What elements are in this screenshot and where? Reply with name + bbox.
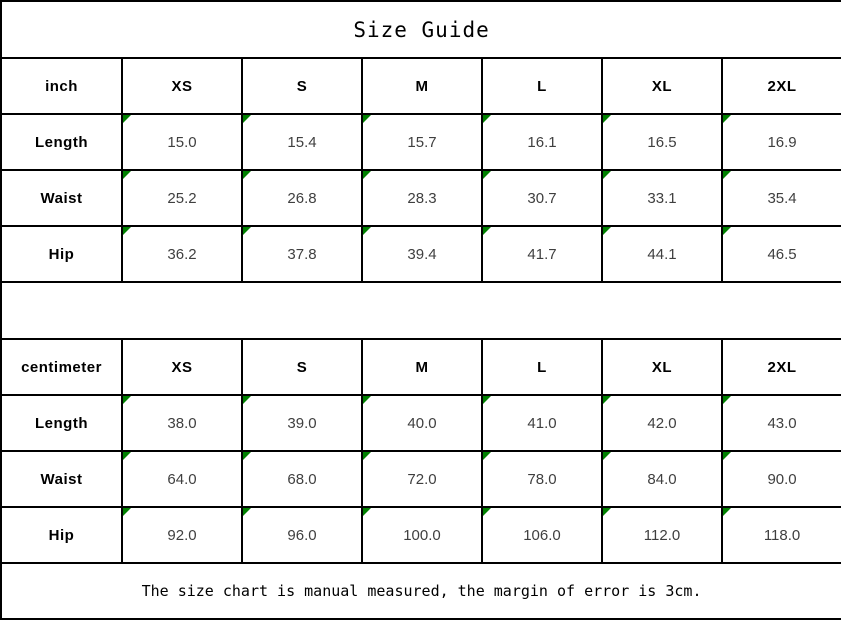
value-cell — [242, 507, 362, 563]
cell-flag-triangle-icon — [363, 396, 371, 404]
title-row — [1, 1, 841, 58]
cell-value: 39.0 — [287, 414, 317, 432]
cell-value: 64.0 — [167, 470, 197, 488]
value-cell — [722, 395, 841, 451]
cell-flag-triangle-icon — [603, 452, 611, 460]
cell-value: 68.0 — [287, 470, 317, 488]
row-label-length: Length — [1, 114, 122, 170]
cell-flag-triangle-icon — [363, 452, 371, 460]
cell-value: 16.1 — [527, 133, 557, 151]
value-cell — [362, 507, 482, 563]
cell-flag-triangle-icon — [243, 227, 251, 235]
cell-flag-triangle-icon — [483, 452, 491, 460]
cell-value: 30.7 — [527, 189, 557, 207]
cell-value: 25.2 — [167, 189, 197, 207]
cell-value: 106.0 — [523, 526, 561, 544]
cell-flag-triangle-icon — [243, 115, 251, 123]
value-cell — [362, 395, 482, 451]
size-header-m: M — [362, 339, 482, 395]
spacer-row — [1, 282, 841, 339]
value-cell — [482, 226, 602, 282]
value-cell — [602, 451, 722, 507]
value-cell — [362, 114, 482, 170]
cell-flag-triangle-icon — [123, 396, 131, 404]
cell-flag-triangle-icon — [483, 171, 491, 179]
cell-value: 78.0 — [527, 470, 557, 488]
cell-flag-triangle-icon — [483, 227, 491, 235]
value-cell — [122, 451, 242, 507]
cell-flag-triangle-icon — [603, 396, 611, 404]
value-cell — [122, 226, 242, 282]
footer-note: The size chart is manual measured, the margin of error is 3cm. — [1, 563, 841, 619]
cell-value: 35.4 — [767, 189, 797, 207]
cell-value: 96.0 — [287, 526, 317, 544]
size-header-m: M — [362, 58, 482, 114]
value-cell — [242, 114, 362, 170]
table-row — [1, 451, 841, 507]
cell-value: 90.0 — [767, 470, 797, 488]
value-cell — [722, 114, 841, 170]
cell-value: 118.0 — [763, 526, 801, 544]
footer-row — [1, 563, 841, 619]
cell-flag-triangle-icon — [243, 396, 251, 404]
cell-value: 41.0 — [527, 414, 557, 432]
cell-flag-triangle-icon — [723, 115, 731, 123]
cell-flag-triangle-icon — [723, 227, 731, 235]
row-label-waist: Waist — [1, 451, 122, 507]
cell-flag-triangle-icon — [363, 508, 371, 516]
row-label-length: Length — [1, 395, 122, 451]
cell-value: 28.3 — [407, 189, 437, 207]
table-row — [1, 395, 841, 451]
page-title: Size Guide — [1, 1, 841, 58]
value-cell — [602, 170, 722, 226]
cell-flag-triangle-icon — [483, 508, 491, 516]
value-cell — [242, 395, 362, 451]
cell-value: 15.7 — [407, 133, 437, 151]
value-cell — [482, 451, 602, 507]
table-row — [1, 507, 841, 563]
size-header-2xl: 2XL — [722, 58, 841, 114]
size-header-xl: XL — [602, 58, 722, 114]
cell-flag-triangle-icon — [723, 396, 731, 404]
cell-flag-triangle-icon — [723, 508, 731, 516]
size-header-xs: XS — [122, 339, 242, 395]
centimeter-header-row — [1, 339, 841, 395]
cell-value: 36.2 — [167, 245, 197, 263]
table-row — [1, 114, 841, 170]
cell-flag-triangle-icon — [603, 508, 611, 516]
cell-flag-triangle-icon — [603, 171, 611, 179]
table-row — [1, 170, 841, 226]
row-label-hip: Hip — [1, 507, 122, 563]
value-cell — [602, 395, 722, 451]
cell-value: 38.0 — [167, 414, 197, 432]
cell-flag-triangle-icon — [123, 171, 131, 179]
cell-flag-triangle-icon — [483, 396, 491, 404]
cell-value: 72.0 — [407, 470, 437, 488]
cell-value: 16.9 — [767, 133, 797, 151]
value-cell — [122, 395, 242, 451]
table-row — [1, 226, 841, 282]
cell-flag-triangle-icon — [603, 227, 611, 235]
size-header-s: S — [242, 58, 362, 114]
value-cell — [362, 226, 482, 282]
unit-header-centimeter: centimeter — [1, 339, 122, 395]
cell-value: 42.0 — [647, 414, 677, 432]
value-cell — [602, 507, 722, 563]
row-label-hip: Hip — [1, 226, 122, 282]
cell-flag-triangle-icon — [603, 115, 611, 123]
cell-flag-triangle-icon — [123, 115, 131, 123]
value-cell — [122, 507, 242, 563]
value-cell — [122, 170, 242, 226]
cell-value: 100.0 — [403, 526, 441, 544]
size-header-xs: XS — [122, 58, 242, 114]
cell-flag-triangle-icon — [123, 227, 131, 235]
cell-value: 33.1 — [647, 189, 677, 207]
value-cell — [602, 114, 722, 170]
value-cell — [722, 226, 841, 282]
size-header-s: S — [242, 339, 362, 395]
cell-value: 43.0 — [767, 414, 797, 432]
cell-value: 84.0 — [647, 470, 677, 488]
cell-flag-triangle-icon — [123, 452, 131, 460]
inch-header-row — [1, 58, 841, 114]
cell-flag-triangle-icon — [363, 227, 371, 235]
value-cell — [362, 451, 482, 507]
value-cell — [722, 170, 841, 226]
value-cell — [722, 507, 841, 563]
cell-flag-triangle-icon — [243, 508, 251, 516]
cell-flag-triangle-icon — [723, 171, 731, 179]
cell-flag-triangle-icon — [243, 452, 251, 460]
size-header-l: L — [482, 58, 602, 114]
cell-value: 112.0 — [643, 526, 681, 544]
cell-flag-triangle-icon — [363, 171, 371, 179]
value-cell — [722, 451, 841, 507]
cell-flag-triangle-icon — [723, 452, 731, 460]
cell-value: 15.0 — [167, 133, 197, 151]
value-cell — [362, 170, 482, 226]
value-cell — [122, 114, 242, 170]
cell-value: 41.7 — [527, 245, 557, 263]
size-header-l: L — [482, 339, 602, 395]
cell-value: 16.5 — [647, 133, 677, 151]
size-header-xl: XL — [602, 339, 722, 395]
value-cell — [242, 170, 362, 226]
cell-value: 15.4 — [287, 133, 317, 151]
cell-value: 39.4 — [407, 245, 437, 263]
cell-value: 26.8 — [287, 189, 317, 207]
cell-flag-triangle-icon — [483, 115, 491, 123]
cell-value: 37.8 — [287, 245, 317, 263]
cell-value: 44.1 — [647, 245, 677, 263]
spacer-cell — [1, 282, 841, 339]
unit-header-inch: inch — [1, 58, 122, 114]
cell-flag-triangle-icon — [123, 508, 131, 516]
value-cell — [602, 226, 722, 282]
value-cell — [482, 507, 602, 563]
cell-flag-triangle-icon — [243, 171, 251, 179]
value-cell — [482, 114, 602, 170]
cell-value: 92.0 — [167, 526, 197, 544]
value-cell — [482, 395, 602, 451]
size-header-2xl: 2XL — [722, 339, 841, 395]
row-label-waist: Waist — [1, 170, 122, 226]
cell-value: 40.0 — [407, 414, 437, 432]
value-cell — [482, 170, 602, 226]
value-cell — [242, 451, 362, 507]
cell-value: 46.5 — [767, 245, 797, 263]
value-cell — [242, 226, 362, 282]
cell-flag-triangle-icon — [363, 115, 371, 123]
